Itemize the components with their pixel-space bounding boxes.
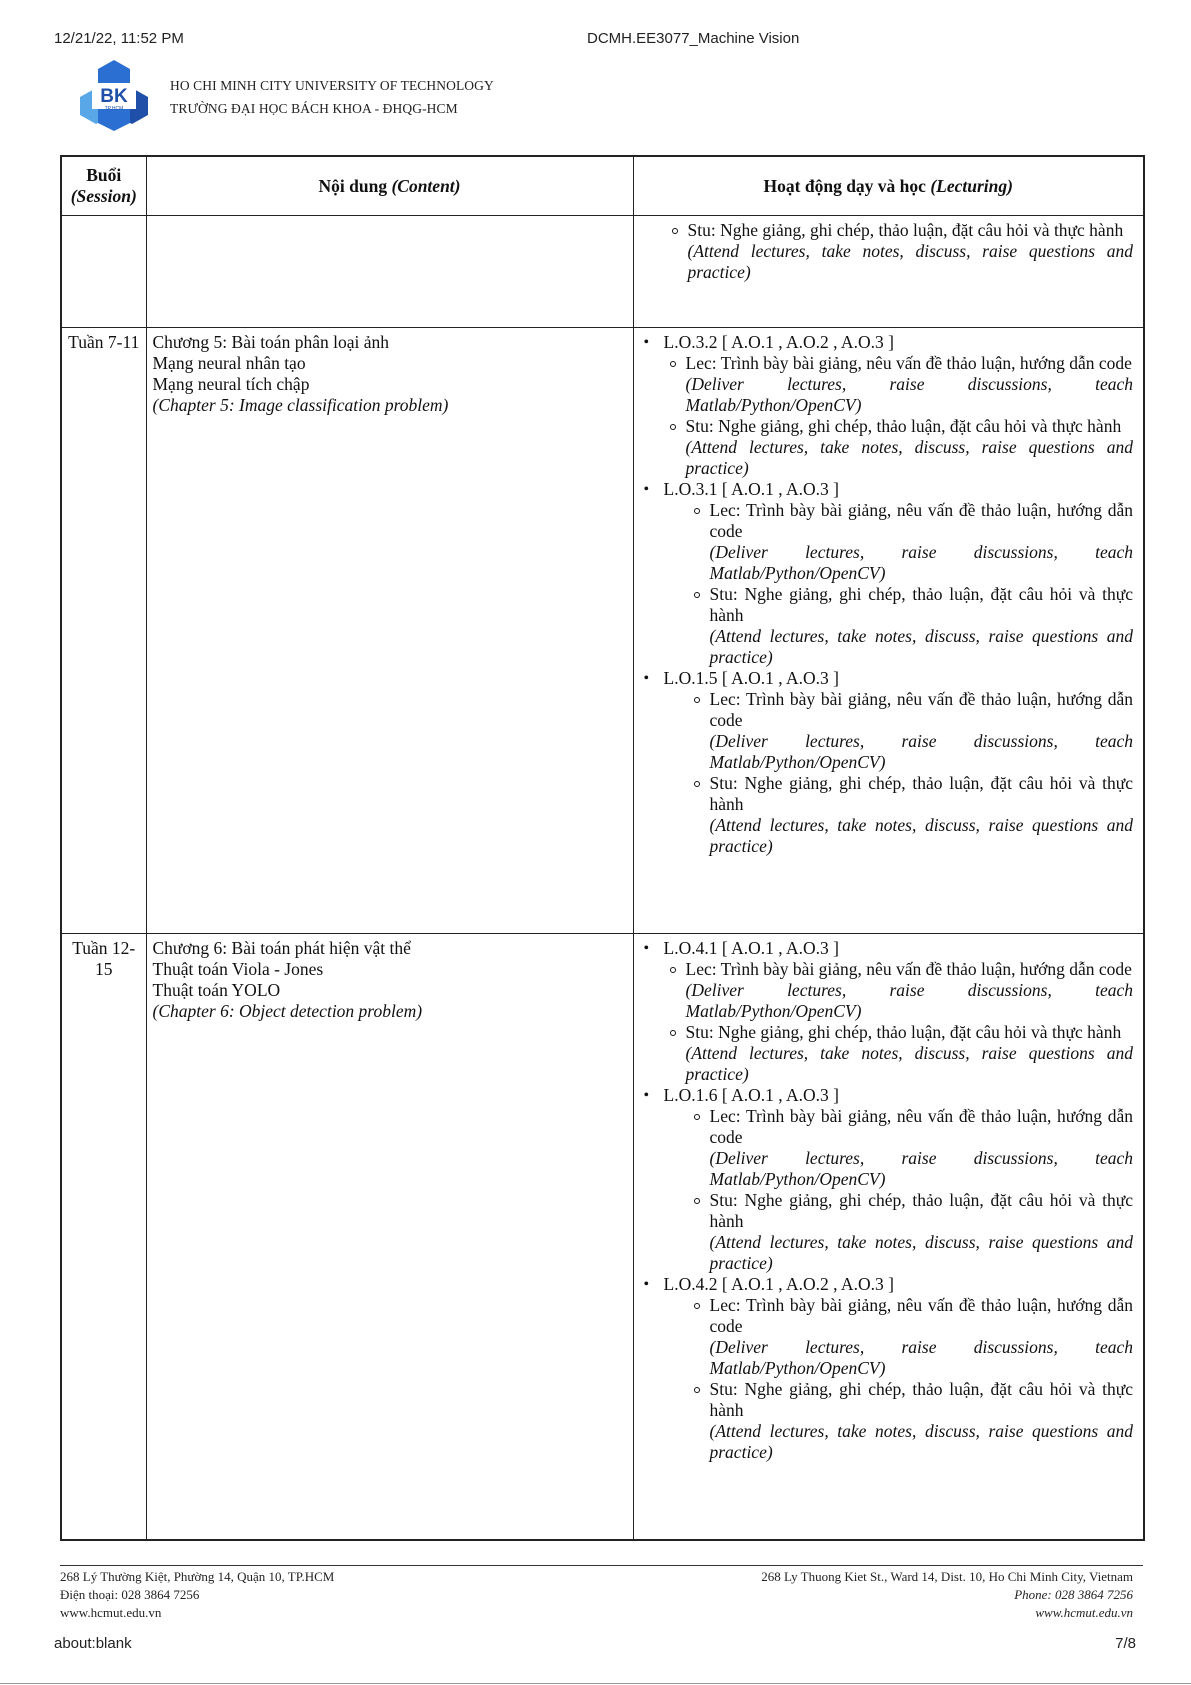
session-cell: Tuần 7-11 [61, 328, 146, 934]
lecturing-cell [633, 216, 1144, 328]
list-item: Stu: Nghe giảng, ghi chép, thảo luận, đặt câu hỏi và thực hành (Attend lectures, take notes, discuss, raise questions and practice) [709, 773, 1133, 856]
print-header [54, 30, 1143, 52]
logo-text: BK [100, 86, 128, 107]
footer-phone-en: Phone: 028 3864 7256 [1014, 1587, 1133, 1602]
table-row [61, 328, 1144, 934]
footer-phone-vi: Điện thoại: 028 3864 7256 [60, 1587, 200, 1602]
list-item: Stu: Nghe giảng, ghi chép, thảo luận, đặt câu hỏi và thực hành (Attend lectures, take notes, discuss, raise questions and practice) [685, 416, 1133, 478]
learning-outcome-item: • L.O.1.5 [ A.O.1 , A.O.3 ] Lec: Trình bày bài giảng, nêu vấn đề thảo luận, hướng dẫn code (Deliver lectures, raise discussions, teach Matlab/Python/OpenCV) Stu: Nghe giảng, ghi chép, thảo luận, đặt câu hỏi và thực hành (Attend lectures, take notes, discuss, raise questions and practice) [664, 668, 1134, 857]
table-row [61, 934, 1144, 1540]
lecturing-cell [633, 934, 1144, 1540]
table-row [61, 216, 1144, 328]
teaching-plan-table [60, 155, 1145, 1541]
logo-subtext: TP.HCM [104, 106, 124, 112]
page-bottom-edge [0, 1683, 1191, 1684]
footer-address-vi: 268 Lý Thường Kiệt, Phường 14, Quận 10, TP.HCM [60, 1569, 335, 1584]
session-cell: Tuần 12-15 [61, 934, 146, 1540]
learning-outcome-item: • L.O.4.2 [ A.O.1 , A.O.2 , A.O.3 ] Lec: Trình bày bài giảng, nêu vấn đề thảo luận, hướng dẫn code (Deliver lectures, raise discussions, teach Matlab/Python/OpenCV) Stu: Nghe giảng, ghi chép, thảo luận, đặt câu hỏi và thực hành (Attend lectures, take notes, discuss, raise questions and practice) [664, 1274, 1134, 1463]
list-item: Stu: Nghe giảng, ghi chép, thảo luận, đặt câu hỏi và thực hành (Attend lectures, take notes, discuss, raise questions and practice) [687, 220, 1133, 282]
university-logo [76, 58, 152, 132]
header-lecturing: Hoạt động dạy và học (Lecturing) [633, 156, 1144, 216]
university-name [170, 74, 494, 120]
footer-web-right: www.hcmut.edu.vn [1035, 1605, 1133, 1620]
footer-divider [60, 1565, 1143, 1566]
list-item: Lec: Trình bày bài giảng, nêu vấn đề thảo luận, hướng dẫn code (Deliver lectures, raise discussions, teach Matlab/Python/OpenCV) [709, 689, 1133, 772]
learning-outcome-item: • L.O.3.1 [ A.O.1 , A.O.3 ] Lec: Trình bày bài giảng, nêu vấn đề thảo luận, hướng dẫn code (Deliver lectures, raise discussions, teach Matlab/Python/OpenCV) Stu: Nghe giảng, ghi chép, thảo luận, đặt câu hỏi và thực hành (Attend lectures, take notes, discuss, raise questions and practice) [664, 479, 1134, 668]
university-name-vi: TRƯỜNG ĐẠI HỌC BÁCH KHOA - ĐHQG-HCM [170, 101, 458, 116]
learning-outcome-item: • L.O.3.2 [ A.O.1 , A.O.2 , A.O.3 ] Lec: Trình bày bài giảng, nêu vấn đề thảo luận, hướng dẫn code (Deliver lectures, raise discussions, teach Matlab/Python/OpenCV) Stu: Nghe giảng, ghi chép, thảo luận, đặt câu hỏi và thực hành (Attend lectures, take notes, discuss, raise questions and practice) [664, 332, 1134, 479]
list-item: Lec: Trình bày bài giảng, nêu vấn đề thảo luận, hướng dẫn code (Deliver lectures, raise discussions, teach Matlab/Python/OpenCV) [709, 500, 1133, 583]
list-item: Lec: Trình bày bài giảng, nêu vấn đề thảo luận, hướng dẫn code (Deliver lectures, raise discussions, teach Matlab/Python/OpenCV) [709, 1295, 1133, 1378]
footer-address-en: 268 Ly Thuong Kiet St., Ward 14, Dist. 10, Ho Chi Minh City, Vietnam [761, 1569, 1133, 1584]
table-header-row [61, 156, 1144, 216]
list-item: Stu: Nghe giảng, ghi chép, thảo luận, đặt câu hỏi và thực hành (Attend lectures, take notes, discuss, raise questions and practice) [709, 1379, 1133, 1462]
university-name-en: HO CHI MINH CITY UNIVERSITY OF TECHNOLOGY [170, 78, 494, 93]
list-item: Lec: Trình bày bài giảng, nêu vấn đề thảo luận, hướng dẫn code (Deliver lectures, raise discussions, teach Matlab/Python/OpenCV) [685, 959, 1133, 1021]
print-datetime: 12/21/22, 11:52 PM [54, 30, 184, 47]
learning-outcome-item: • L.O.4.1 [ A.O.1 , A.O.3 ] Lec: Trình bày bài giảng, nêu vấn đề thảo luận, hướng dẫn code (Deliver lectures, raise discussions, teach Matlab/Python/OpenCV) Stu: Nghe giảng, ghi chép, thảo luận, đặt câu hỏi và thực hành (Attend lectures, take notes, discuss, raise questions and practice) [664, 938, 1134, 1085]
content-cell: Chương 6: Bài toán phát hiện vật thể Thuật toán Viola - Jones Thuật toán YOLO (Chapter 6: Object detection problem) [146, 934, 633, 1540]
list-item: Stu: Nghe giảng, ghi chép, thảo luận, đặt câu hỏi và thực hành (Attend lectures, take notes, discuss, raise questions and practice) [709, 584, 1133, 667]
learning-outcome-item: • L.O.1.6 [ A.O.1 , A.O.3 ] Lec: Trình bày bài giảng, nêu vấn đề thảo luận, hướng dẫn code (Deliver lectures, raise discussions, teach Matlab/Python/OpenCV) Stu: Nghe giảng, ghi chép, thảo luận, đặt câu hỏi và thực hành (Attend lectures, take notes, discuss, raise questions and practice) [664, 1085, 1134, 1274]
print-doc-title: DCMH.EE3077_Machine Vision [587, 30, 800, 47]
header-session: Buổi (Session) [61, 156, 146, 216]
header-content: Nội dung (Content) [146, 156, 633, 216]
list-item: Stu: Nghe giảng, ghi chép, thảo luận, đặt câu hỏi và thực hành (Attend lectures, take notes, discuss, raise questions and practice) [709, 1190, 1133, 1273]
footer-right [761, 1568, 1133, 1622]
print-url: about:blank [54, 1635, 132, 1652]
list-item: Lec: Trình bày bài giảng, nêu vấn đề thảo luận, hướng dẫn code (Deliver lectures, raise discussions, teach Matlab/Python/OpenCV) [685, 353, 1133, 415]
footer-left [60, 1568, 334, 1622]
list-item: Stu: Nghe giảng, ghi chép, thảo luận, đặt câu hỏi và thực hành (Attend lectures, take notes, discuss, raise questions and practice) [685, 1022, 1133, 1084]
list-item: Lec: Trình bày bài giảng, nêu vấn đề thảo luận, hướng dẫn code (Deliver lectures, raise discussions, teach Matlab/Python/OpenCV) [709, 1106, 1133, 1189]
lecturing-cell [633, 328, 1144, 934]
content-cell: Chương 5: Bài toán phân loại ảnh Mạng neural nhân tạo Mạng neural tích chập (Chapter 5: Image classification problem) [146, 328, 633, 934]
page-number: 7/8 [1115, 1635, 1136, 1652]
footer-web-left: www.hcmut.edu.vn [60, 1605, 162, 1620]
